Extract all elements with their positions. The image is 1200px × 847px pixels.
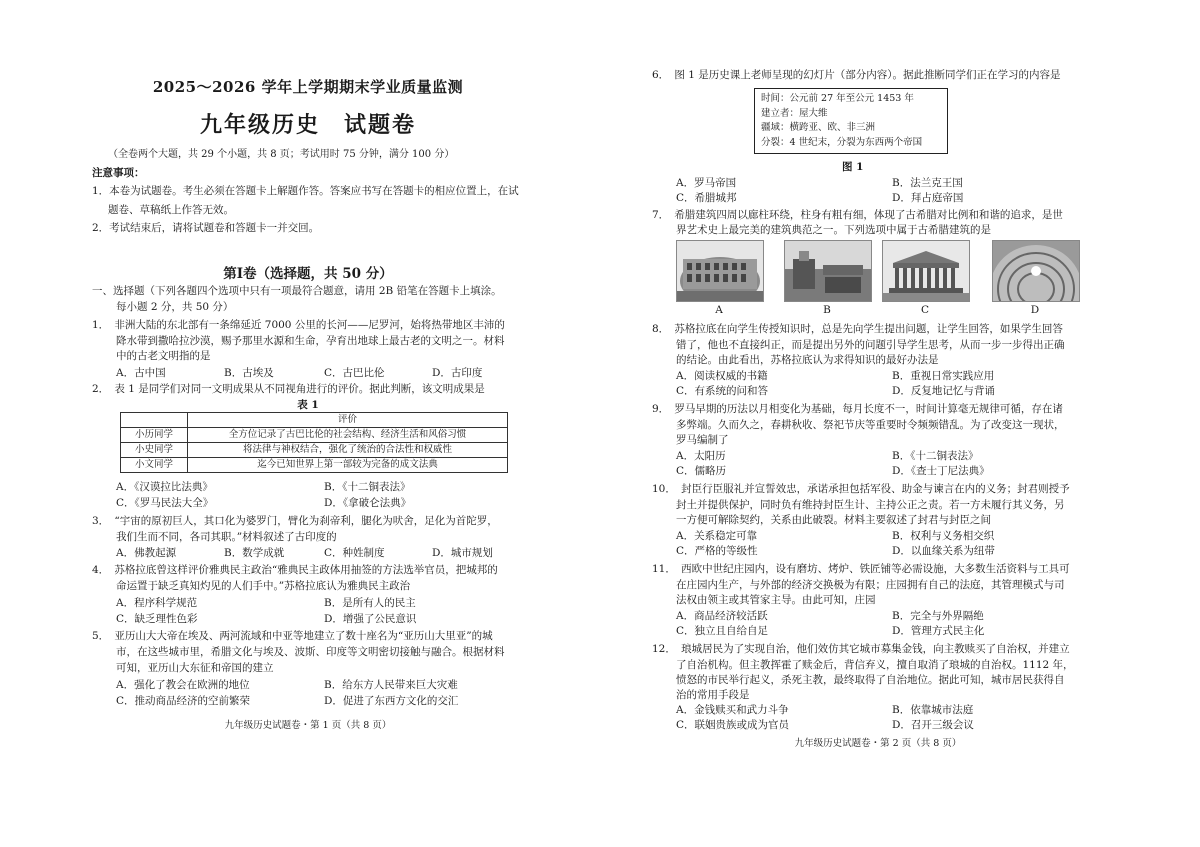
part-a-line2: 每小题 2 分，共 50 分） xyxy=(116,301,234,313)
q11-line1: 11． 西欧中世纪庄园内，设有磨坊、烤炉、铁匠铺等必需设施，大多数生活资料与工具可 xyxy=(652,563,1070,575)
q10-line3: 一方便可解除契约，关系由此破裂。材料主要叙述了封君与封臣之间 xyxy=(676,514,991,526)
q9-option-b: B．《十二铜表法》 xyxy=(892,450,979,462)
slide-line: 疆域：横跨亚、欧、非三洲 xyxy=(761,122,876,133)
q5-option-b: B．给东方人民带来巨大灾难 xyxy=(324,679,458,691)
q7-line2: 界艺术史上最完美的建筑典范之一。下列选项中属于古希腊建筑的是 xyxy=(676,224,991,236)
evaluation-table xyxy=(120,412,508,473)
q8-option-d: D．反复地记忆与背诵 xyxy=(892,385,995,397)
exam-page-1 xyxy=(88,0,528,847)
q12-option-a: A．金钱赎买和武力斗争 xyxy=(676,704,789,716)
q4-option-b: B．是所有人的民主 xyxy=(324,597,416,609)
q10-option-a: A．关系稳定可靠 xyxy=(676,530,758,542)
q12-line1: 12． 琅城居民为了实现自治，他们效仿其它城市募集金钱，向主教赎买了自治权，并建立 xyxy=(652,643,1070,655)
q1-option-b: B．古埃及 xyxy=(224,367,274,379)
q10-option-d: D．以血缘关系为纽带 xyxy=(892,545,995,557)
main-title: 九年级历史 试题卷 xyxy=(199,112,416,138)
q10-line2: 封土并提供保护，同时负有维持封臣生计、主持公正之责。若一方未履行其义务，另 xyxy=(676,499,1065,511)
q1-option-c: C．古巴比伦 xyxy=(324,367,385,379)
q3-line2: 我们生而不同，各司其职。”材料叙述了古印度的 xyxy=(116,531,337,543)
slide-line: 时间：公元前 27 年至公元 1453 年 xyxy=(761,93,914,104)
q2-option-b: B．《十二铜表法》 xyxy=(324,481,411,493)
q7-line1: 7． 希腊建筑四周以廊柱环绕，柱身有粗有细，体现了古希腊对比例和和谐的追求，是世 xyxy=(652,209,1063,221)
section-title: 第Ⅰ卷（选择题，共 50 分） xyxy=(223,266,393,282)
q4-line2: 命运置于缺乏真知灼见的人们手中。”苏格拉底认为雅典民主政治 xyxy=(116,580,411,592)
q3-option-c: C．种姓制度 xyxy=(324,547,385,559)
q8-option-a: A．阅读权威的书籍 xyxy=(676,370,768,382)
q11-option-b: B．完全与外界隔绝 xyxy=(892,610,984,622)
dome-image xyxy=(992,240,1080,302)
table-cell: 小历同学 xyxy=(121,428,188,443)
q4-line1: 4． 苏格拉底曾这样评价雅典民主政治“雅典民主政体用抽签的方法选举官员，把城邦的 xyxy=(92,564,498,576)
part-a-line1: 一、选择题（下列各题四个选项中只有一项最符合题意，请用 2B 铅笔在答题卡上填涂。 xyxy=(92,285,502,297)
table-header-empty xyxy=(121,413,188,428)
q1-line3: 中的古老文明指的是 xyxy=(116,350,211,362)
table-row xyxy=(121,428,508,443)
q8-option-c: C．有系统的问和答 xyxy=(676,385,769,397)
q2-line1: 2． 表 1 是同学们对同一文明成果从不同视角进行的评价。据此判断，该文明成果是 xyxy=(92,383,485,395)
q1-option-a: A．古中国 xyxy=(116,367,166,379)
q10-line1: 10． 封臣行臣服礼并宣誓效忠，承诺承担包括军役、助金与谏言在内的义务；封君则授予 xyxy=(652,483,1070,495)
q11-line2: 在庄园内生产，与外部的经济交换极为有限；庄园拥有自己的法庭，其管理模式与司 xyxy=(676,579,1065,591)
q6-option-b: B．法兰克王国 xyxy=(892,177,963,189)
table-title: 表 1 xyxy=(297,399,319,411)
exam-title: 2025～2026 学年上学期期末学业质量监测 xyxy=(152,78,464,96)
q11-option-c: C．独立且自给自足 xyxy=(676,625,769,637)
image-label-d: D xyxy=(1030,304,1040,316)
parthenon-image xyxy=(882,240,970,302)
q3-line1: 3． “宇宙的原初巨人，其口化为婆罗门，臂化为刹帝利，腿化为吠舍，足化为首陀罗， xyxy=(92,515,498,527)
q6-option-a: A．罗马帝国 xyxy=(676,177,737,189)
q2-option-d: D．《拿破仑法典》 xyxy=(324,497,412,509)
notice-2: 2．考试结束后，请将试题卷和答题卡一并交回。 xyxy=(92,222,320,234)
exam-page-2 xyxy=(652,0,1104,847)
q5-line2: 市，在这些城市里，希腊文化与埃及、波斯、印度等文明密切接触与融合。根据材料 xyxy=(116,646,505,658)
q5-line3: 可知，亚历山大东征和帝国的建立 xyxy=(116,662,274,674)
q8-line2: 错了，他也不直接纠正，而是提出另外的问题引导学生思考，从而一步一步得出正确 xyxy=(676,339,1065,351)
q12-line3: 愤怒的市民举行起义，杀死主教，最终取得了自治地位。据此可知，城市居民获得自 xyxy=(676,674,1065,686)
q12-line4: 治的常用手段是 xyxy=(676,689,750,701)
q8-line1: 8． 苏格拉底在向学生传授知识时，总是先向学生提出问题，让学生回答，如果学生回答 xyxy=(652,323,1063,335)
table-cell: 全方位记录了古巴比伦的社会结构、经济生活和风俗习惯 xyxy=(188,428,508,443)
q12-option-d: D．召开三级会议 xyxy=(892,719,974,731)
q11-option-d: D．管理方式民主化 xyxy=(892,625,985,637)
page-1-footer: 九年级历史试题卷・第 1 页（共 8 页） xyxy=(224,720,392,731)
q5-line1: 5． 亚历山大大帝在埃及、两河流域和中亚等地建立了数十座名为“亚历山大里亚”的城 xyxy=(92,630,493,642)
q6-option-c: C．希腊城邦 xyxy=(676,192,737,204)
q11-option-a: A．商品经济较活跃 xyxy=(676,610,768,622)
table-cell: 小史同学 xyxy=(121,443,188,458)
image-label-c: C xyxy=(920,304,930,316)
notice-1a: 1．本卷为试题卷。考生必须在答题卡上解题作答。答案应书写在答题卡的相应位置上，在试 xyxy=(92,185,519,197)
notice-1b: 题卷、草稿纸上作答无效。 xyxy=(108,204,234,216)
image-label-b: B xyxy=(823,304,831,316)
q2-option-a: A．《汉谟拉比法典》 xyxy=(116,481,213,493)
image-label-a: A xyxy=(715,304,723,316)
q4-option-d: D．增强了公民意识 xyxy=(324,613,417,625)
q1-line1: 1． 非洲大陆的东北部有一条绵延近 7000 公里的长河——尼罗河，始将热带地区丰沛的 xyxy=(92,319,505,331)
q9-option-d: D．《查士丁尼法典》 xyxy=(892,465,990,477)
q6-option-d: D．拜占庭帝国 xyxy=(892,192,964,204)
q1-option-d: D．古印度 xyxy=(432,367,483,379)
table-row xyxy=(121,443,508,458)
q10-option-c: C．严格的等级性 xyxy=(676,545,758,557)
q4-option-c: C．缺乏理性色彩 xyxy=(116,613,198,625)
colosseum-image xyxy=(676,240,764,302)
table-cell: 迄今已知世界上第一部较为完备的成文法典 xyxy=(188,458,508,473)
q9-option-c: C．儒略历 xyxy=(676,465,727,477)
q3-option-b: B．数学成就 xyxy=(224,547,285,559)
q12-line2: 了自治机构。但主教挥霍了赎金后，背信弃义，擅自取消了琅城的自治权。1112 年， xyxy=(676,659,1074,671)
q9-option-a: A．太阳历 xyxy=(676,450,726,462)
figure-1-slide xyxy=(754,88,948,154)
q12-option-c: C．联姻贵族或成为官员 xyxy=(676,719,790,731)
q8-option-b: B．重视日常实践应用 xyxy=(892,370,995,382)
table-row xyxy=(121,458,508,473)
table-cell: 小文同学 xyxy=(121,458,188,473)
slide-line: 建立者：屋大维 xyxy=(761,107,828,119)
page-2-footer: 九年级历史试题卷・第 2 页（共 8 页） xyxy=(794,738,962,749)
q9-line2: 多弊端。久而久之，春耕秋收、祭祀节庆等重要时令频频错乱。为了改变这一现状， xyxy=(676,419,1065,431)
q10-option-b: B．权利与义务相交织 xyxy=(892,530,995,542)
notice-title: 注意事项： xyxy=(92,167,145,179)
q4-option-a: A．程序科学规范 xyxy=(116,597,198,609)
q2-option-c: C．《罗马民法大全》 xyxy=(116,497,214,509)
slide-line: 分裂：4 世纪末，分裂为东西两个帝国 xyxy=(761,136,923,148)
q11-line3: 法权由领主或其管家主导。由此可知，庄园 xyxy=(676,594,876,606)
ruins-image xyxy=(784,240,872,302)
q5-option-a: A．强化了教会在欧洲的地位 xyxy=(116,679,250,691)
q12-option-b: B．依靠城市法庭 xyxy=(892,704,974,716)
table-cell: 将法律与神权结合，强化了统治的合法性和权威性 xyxy=(188,443,508,458)
q3-option-a: A．佛教起源 xyxy=(116,547,177,559)
q6-line1: 6． 图 1 是历史课上老师呈现的幻灯片（部分内容）。据此推断同学们正在学习的内容是 xyxy=(652,69,1061,81)
exam-info: （全卷两个大题，共 29 个小题，共 8 页；考试用时 75 分钟，满分 100 分） xyxy=(108,149,455,160)
table-header-row xyxy=(121,413,508,428)
q1-line2: 降水带到撒哈拉沙漠，赐予那里水源和生命，孕育出地球上最古老的文明之一。材料 xyxy=(116,335,505,347)
q9-line3: 罗马编制了 xyxy=(676,434,729,446)
q9-line1: 9． 罗马早期的历法以月相变化为基础，每月长度不一，时间计算毫无规律可循，存在诸 xyxy=(652,403,1063,415)
q5-option-d: D．促进了东西方文化的交汇 xyxy=(324,695,459,707)
q8-line3: 的结论。由此看出，苏格拉底认为求得知识的最好办法是 xyxy=(676,354,939,366)
figure-1-label: 图 1 xyxy=(842,161,864,173)
q5-option-c: C．推动商品经济的空前繁荣 xyxy=(116,695,251,707)
table-header: 评价 xyxy=(188,413,508,428)
q3-option-d: D．城市规划 xyxy=(432,547,493,559)
